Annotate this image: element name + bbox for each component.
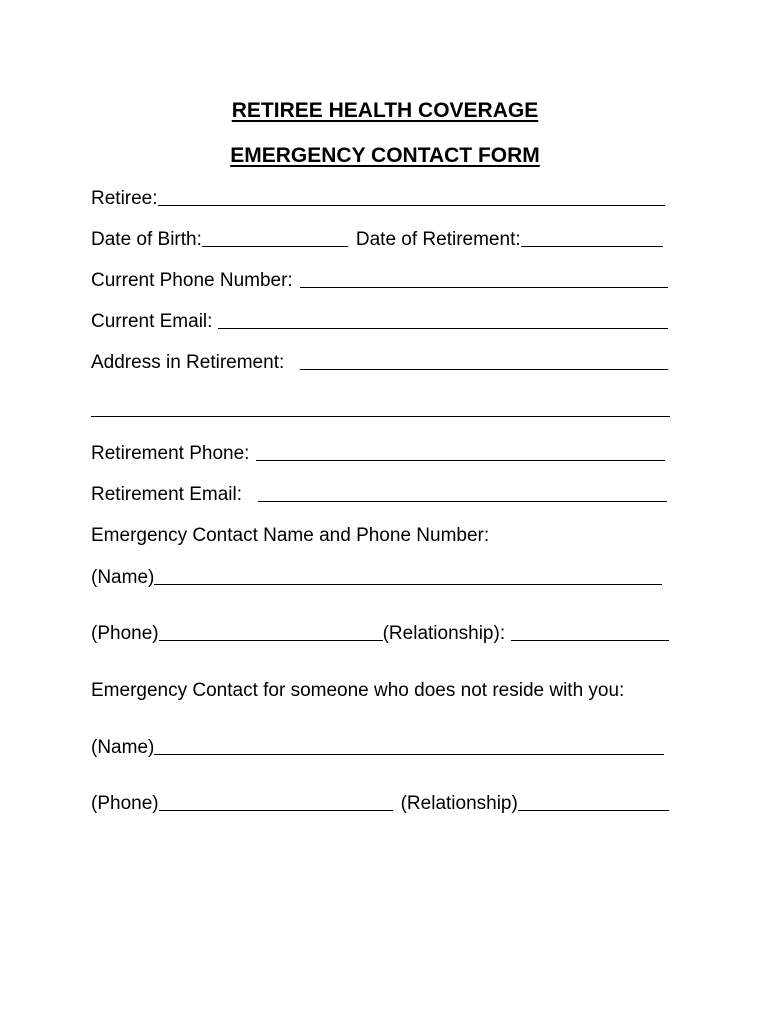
emergency-relationship-field[interactable] [511, 640, 669, 641]
emergency-contact-heading: Emergency Contact Name and Phone Number: [91, 525, 490, 546]
retirement-phone-row [91, 440, 665, 468]
non-resident-phone-row [91, 790, 669, 818]
current-email-label: Current Email: [91, 311, 213, 332]
address-line-2-row [91, 396, 670, 424]
dates-row [91, 226, 663, 254]
non-resident-name-field[interactable] [154, 754, 664, 755]
date-of-birth-label: Date of Birth: [91, 229, 202, 250]
non-resident-heading-row [91, 677, 691, 705]
date-of-retirement-label: Date of Retirement: [355, 229, 521, 250]
current-email-row [91, 308, 668, 336]
retirement-phone-field[interactable] [256, 460, 665, 461]
emergency-relationship-label: (Relationship): [382, 623, 506, 644]
current-phone-label: Current Phone Number: [91, 270, 293, 291]
non-resident-phone-label: (Phone) [91, 793, 159, 814]
current-email-field[interactable] [218, 328, 668, 329]
title-text-2: EMERGENCY CONTACT FORM [230, 144, 540, 167]
emergency-name-row [91, 564, 662, 592]
emergency-name-field[interactable] [154, 584, 662, 585]
emergency-name-label: (Name) [91, 567, 155, 588]
emergency-phone-field[interactable] [159, 640, 383, 641]
address-field-line-2[interactable] [91, 416, 670, 417]
date-of-retirement-field[interactable] [521, 246, 663, 247]
retirement-email-label: Retirement Email: [91, 484, 242, 505]
emergency-phone-row [91, 620, 669, 648]
address-row [91, 349, 668, 377]
emergency-phone-label: (Phone) [91, 623, 159, 644]
current-phone-field[interactable] [300, 287, 668, 288]
retirement-phone-label: Retirement Phone: [91, 443, 250, 464]
address-field-line-1[interactable] [300, 369, 668, 370]
non-resident-phone-field[interactable] [159, 810, 393, 811]
retiree-row [91, 185, 665, 213]
address-label: Address in Retirement: [91, 352, 285, 373]
non-resident-contact-heading: Emergency Contact for someone who does not reside with you: [91, 680, 625, 701]
non-resident-relationship-field[interactable] [518, 810, 669, 811]
non-resident-name-row [91, 734, 664, 762]
title-text-1: RETIREE HEALTH COVERAGE [231, 99, 539, 122]
date-of-birth-field[interactable] [202, 246, 348, 247]
emergency-heading-row [91, 522, 671, 550]
form-title-line-1 [0, 98, 770, 124]
non-resident-relationship-label: (Relationship) [400, 793, 518, 814]
retiree-field[interactable] [158, 205, 665, 206]
non-resident-name-label: (Name) [91, 737, 155, 758]
retiree-label: Retiree: [91, 188, 158, 209]
current-phone-row [91, 267, 668, 295]
form-title-line-2 [0, 143, 770, 169]
retirement-email-row [91, 481, 667, 509]
retirement-email-field[interactable] [258, 501, 667, 502]
